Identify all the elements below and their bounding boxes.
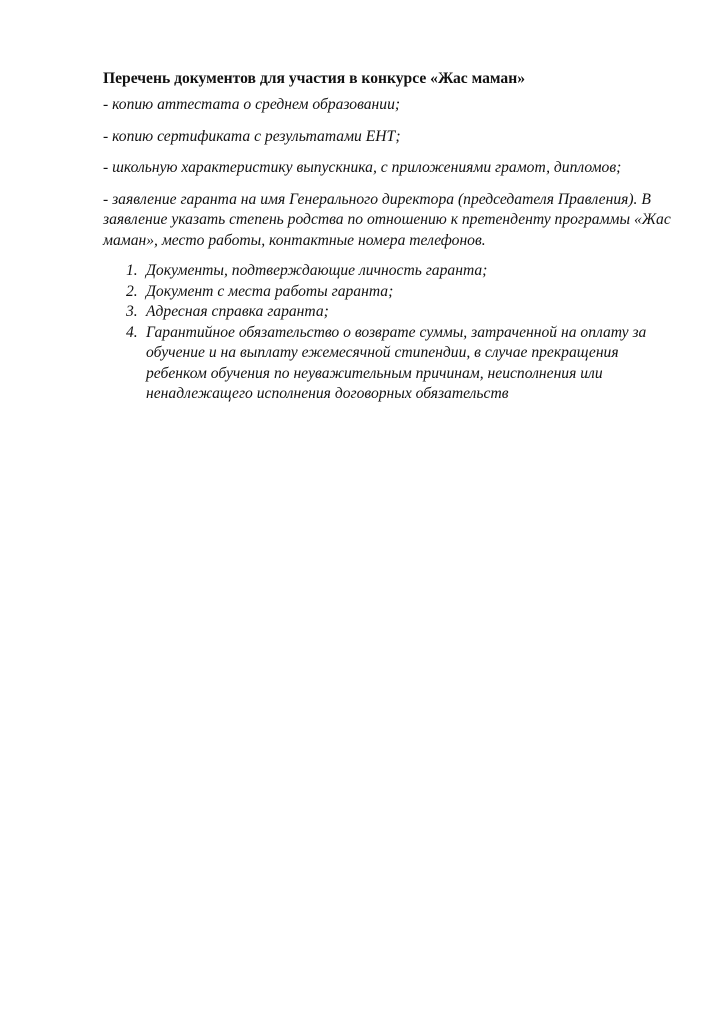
list-item-number: 4. (126, 323, 138, 341)
document-page (103, 69, 683, 405)
paragraph-school-reference: - школьную характеристику выпускника, с приложениями грамот, дипломов; (103, 159, 622, 176)
list-item-number: 2. (126, 282, 138, 300)
paragraph-guarantor-statement: - заявление гаранта на имя Генерального директора (председателя Правления). В заявление указать степень родства по отношению к претенденту программы «Жас маман», место работы, контактные номера телефонов. (103, 190, 671, 249)
paragraph-ent-certificate: - копию сертификата с результатами ЕНТ; (103, 127, 401, 145)
numbered-list (103, 261, 683, 405)
list-item (126, 323, 683, 405)
list-item (126, 282, 683, 303)
list-item-text: Документ с места работы гаранта; (146, 282, 394, 300)
list-item-text: Адресная справка гаранта; (146, 303, 329, 320)
list-item (126, 261, 683, 282)
paragraph-certificate-copy: - копию аттестата о среднем образовании; (103, 96, 401, 113)
document-title: Перечень документов для участия в конкурсе «Жас маман» (103, 70, 526, 87)
list-item-text: Документы, подтверждающие личность гаранта; (146, 262, 488, 279)
list-item-number: 3. (126, 303, 138, 320)
list-item-text: Гарантийное обязательство о возврате суммы, затраченной на оплату за обучение и на выплату ежемесячной стипендии, в случае прекращения ребенком обучения по неуважительным причинам, неисполнения или ненадлежащего исполнения договорных обязательств (146, 323, 647, 402)
list-item-number: 1. (126, 262, 138, 279)
list-item (126, 302, 683, 323)
